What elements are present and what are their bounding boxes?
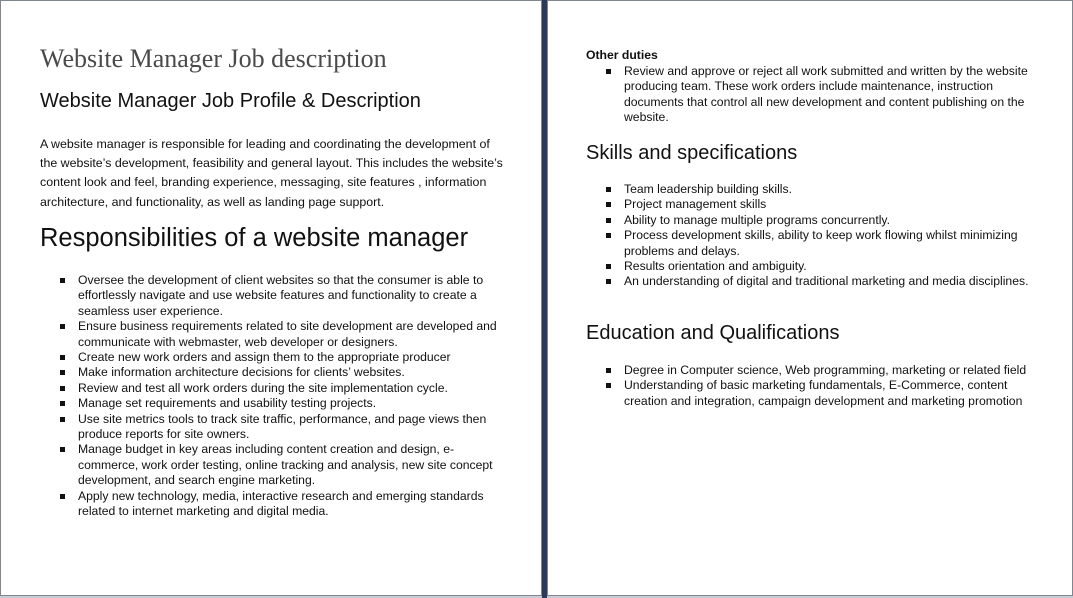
skills-heading: Skills and specifications: [586, 142, 798, 164]
list-item: Team leadership building skills.: [624, 182, 1054, 197]
list-item: Use site metrics tools to track site traffic, performance, and page views then produce reports for site owners.: [78, 412, 506, 443]
education-list: [624, 363, 1044, 409]
responsibilities-list: [78, 273, 506, 520]
list-item: An understanding of digital and traditional marketing and media disciplines.: [624, 274, 1054, 289]
list-item: Results orientation and ambiguity.: [624, 259, 1054, 274]
list-item: Review and approve or reject all work submitted and written by the website producing team. These work orders include maintenance, instruction documents that control all new development and content publishing on the website.: [624, 64, 1039, 126]
document-title: Website Manager Job description: [40, 44, 387, 73]
list-item: Review and test all work orders during the site implementation cycle.: [78, 381, 506, 396]
education-heading: Education and Qualifications: [586, 322, 840, 344]
list-item: Manage budget in key areas including content creation and design, e-commerce, work order testing, online tracking and analysis, new site concept development, and search engine marketing.: [78, 442, 506, 488]
list-item: Process development skills, ability to keep work flowing whilst minimizing problems and delays.: [624, 228, 1054, 259]
list-item: Apply new technology, media, interactive research and emerging standards related to internet marketing and digital media.: [78, 489, 506, 520]
responsibilities-heading: Responsibilities of a website manager: [40, 224, 469, 252]
list-item: Understanding of basic marketing fundamentals, E-Commerce, content creation and integration, campaign development and marketing promotion: [624, 378, 1044, 409]
skills-list: [624, 182, 1054, 290]
document-subtitle: Website Manager Job Profile & Description: [40, 90, 421, 112]
list-item: Project management skills: [624, 197, 1054, 212]
list-item: Oversee the development of client websites so that the consumer is able to effortlessly navigate and use website features and functionality to create a seamless user experience.: [78, 273, 506, 319]
intro-paragraph: A website manager is responsible for leading and coordinating the development of the website’s development, feasibility and general layout. This includes the website’s content look and feel, branding experience, messaging, site features , information architecture, and functionality, as well as landing page support.: [40, 137, 503, 209]
other-duties-heading: Other duties: [586, 48, 658, 62]
list-item: Create new work orders and assign them to the appropriate producer: [78, 350, 506, 365]
list-item: Make information architecture decisions for clients’ websites.: [78, 365, 506, 380]
list-item: Manage set requirements and usability testing projects.: [78, 396, 506, 411]
other-duties-list: [624, 64, 1039, 126]
list-item: Ensure business requirements related to site development are developed and communicate with webmaster, web developer or designers.: [78, 319, 506, 350]
list-item: Ability to manage multiple programs concurrently.: [624, 213, 1054, 228]
list-item: Degree in Computer science, Web programming, marketing or related field: [624, 363, 1044, 378]
